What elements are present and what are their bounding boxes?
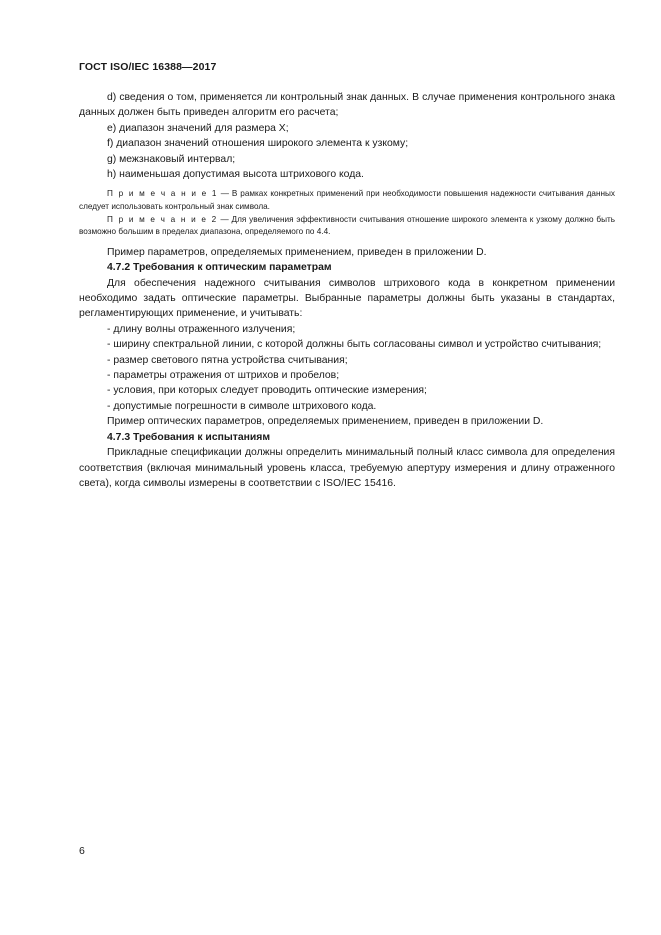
list-item-e: e) диапазон значений для размера X; <box>107 122 289 134</box>
list-item-f: f) диапазон значений отношения широкого элемента к узкому; <box>107 138 409 150</box>
section-4-7-3-heading: 4.7.3 Требования к испытаниям <box>107 431 271 443</box>
dash-item-spectral-width: - ширину спектральной линии, с которой должны быть согласованы символ и устройство считывания; <box>107 339 602 351</box>
dash-item-reflection: - параметры отражения от штрихов и пробелов; <box>107 370 340 382</box>
dash-item-spot-size: - размер светового пятна устройства считывания; <box>107 354 348 366</box>
dash-item-wavelength: - длину волны отраженного излучения; <box>107 323 296 335</box>
dash-item-tolerances: - допустимые погрешности в символе штрихового кода. <box>107 400 377 412</box>
note-2-text: — Для увеличения эффективности считывания отношение широкого элемента к узкому должно быть возможно большим в пределах диапазона, определяемого по 4.4. <box>79 214 615 237</box>
notes-block <box>79 188 615 238</box>
note-1-text: — В рамках конкретных применений при необходимости повышения надежности считывания данных следует использовать контрольный знак символа. <box>79 189 615 212</box>
section-4-7-2-intro: Для обеспечения надежного считывания символов штрихового кода в конкретном применении необходимо задать оптические параметры. Выбранные параметры должны быть указаны в стандартах, регламентирующих применение, и учитывать: <box>79 277 615 320</box>
note-1-label: П р и м е ч а н и е 1 <box>107 189 218 199</box>
page-content <box>79 90 615 491</box>
section-4-7-2-example: Пример оптических параметров, определяемых применением, приведен в приложении D. <box>107 416 544 428</box>
list-item-g: g) межзнаковый интервал; <box>107 153 236 165</box>
dash-item-conditions: - условия, при которых следует проводить оптические измерения; <box>107 385 427 397</box>
page-number: 6 <box>79 845 85 857</box>
note-2-label: П р и м е ч а н и е 2 <box>107 214 218 224</box>
section-4-7-3-text: Прикладные спецификации должны определить минимальный полный класс символа для определения соответствия (включая минимальный уровень класса, требуемую апертуру измерения и длину отраженного света), когда символы измерены в соответствии с ISO/IEC 15416. <box>79 447 615 489</box>
note-1 <box>79 188 615 213</box>
section-4-7-2-heading: 4.7.2 Требования к оптическим параметрам <box>107 262 332 274</box>
document-header: ГОСТ ISO/IEC 16388—2017 <box>79 61 217 73</box>
list-item-h: h) наименьшая допустимая высота штрихового кода. <box>107 169 364 181</box>
example-application-paragraph: Пример параметров, определяемых применением, приведен в приложении D. <box>107 246 487 258</box>
list-item-d: d) сведения о том, применяется ли контрольный знак данных. В случае применения контрольного знака данных должен быть приведен алгоритм его расчета; <box>79 92 615 119</box>
note-2 <box>79 214 615 239</box>
